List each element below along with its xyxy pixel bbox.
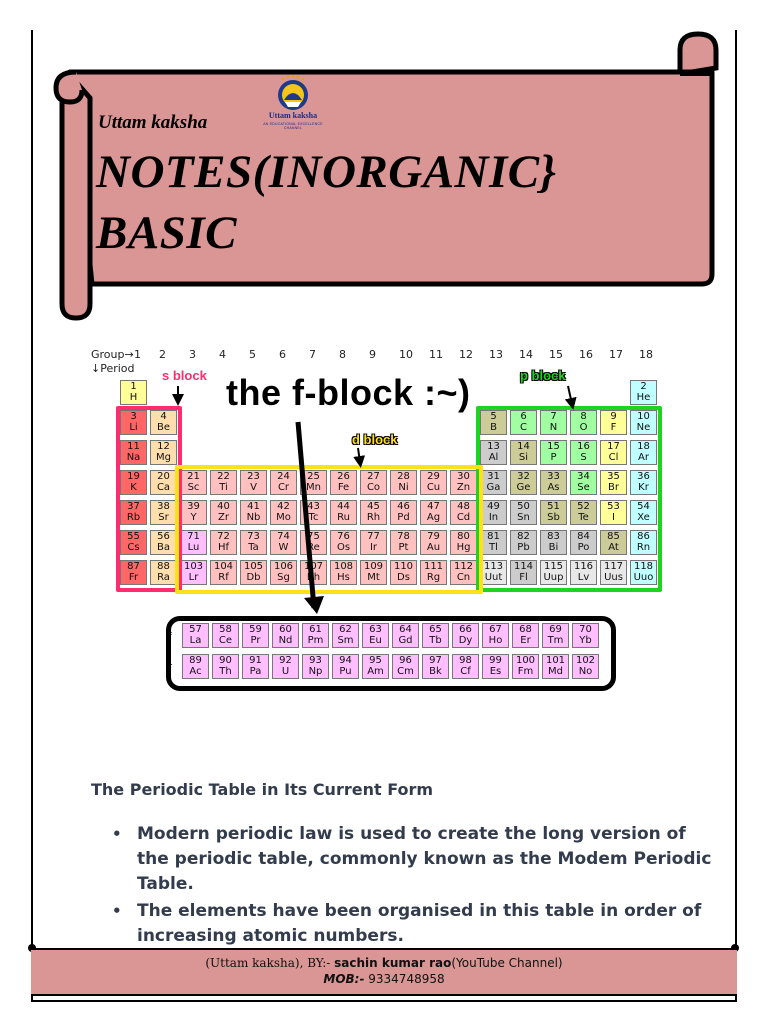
atomic-number: 110 bbox=[393, 561, 414, 572]
atomic-number: 24 bbox=[277, 471, 290, 482]
element-symbol: Md bbox=[548, 666, 563, 677]
element-symbol: Uut bbox=[484, 572, 503, 583]
element-symbol: Uuo bbox=[633, 572, 654, 583]
atomic-number: 111 bbox=[423, 561, 444, 572]
element-symbol: Ag bbox=[426, 512, 441, 523]
atomic-number: 64 bbox=[399, 624, 412, 635]
footer-mobile-label: MOB:- bbox=[323, 972, 365, 986]
element-symbol: Uup bbox=[543, 572, 564, 583]
atomic-number: 8 bbox=[580, 411, 587, 422]
element-symbol: Nb bbox=[246, 512, 261, 523]
group-number: 14 bbox=[519, 348, 533, 361]
atomic-number: 20 bbox=[157, 471, 170, 482]
bullet-dot-icon: • bbox=[112, 825, 122, 843]
atomic-number: 29 bbox=[427, 471, 440, 482]
element-symbol: I bbox=[612, 512, 615, 523]
atomic-number: 54 bbox=[637, 501, 650, 512]
element-symbol: Rn bbox=[636, 542, 651, 553]
element-symbol: Xe bbox=[637, 512, 650, 523]
element-symbol: P bbox=[550, 452, 557, 463]
f-block-arrow-icon bbox=[298, 422, 314, 608]
group-number: 7 bbox=[309, 348, 316, 361]
atomic-number: 25 bbox=[307, 471, 320, 482]
footer-suffix: (YouTube Channel) bbox=[451, 956, 563, 970]
atomic-number: 86 bbox=[637, 531, 650, 542]
atomic-number: 17 bbox=[607, 441, 620, 452]
element-symbol: Sn bbox=[517, 512, 530, 523]
group-number: 6 bbox=[279, 348, 286, 361]
element-symbol: Y bbox=[190, 512, 197, 523]
atomic-number: 114 bbox=[513, 561, 534, 572]
element-symbol: Hs bbox=[337, 572, 350, 583]
element-symbol: Cu bbox=[426, 482, 441, 493]
element-symbol: Fe bbox=[337, 482, 350, 493]
element-symbol: Tm bbox=[547, 635, 564, 646]
element-symbol: Zr bbox=[218, 512, 229, 523]
element-symbol: Ru bbox=[337, 512, 350, 523]
bullet-item bbox=[112, 822, 712, 897]
element-symbol: Am bbox=[367, 666, 384, 677]
element-symbol: Ac bbox=[189, 666, 202, 677]
element-symbol: U bbox=[281, 666, 290, 677]
element-symbol: Cd bbox=[456, 512, 471, 523]
element-symbol: Mn bbox=[306, 482, 321, 493]
group-number: 1 bbox=[134, 348, 141, 361]
atomic-number: 52 bbox=[577, 501, 590, 512]
atomic-number: 53 bbox=[607, 501, 620, 512]
atomic-number: 113 bbox=[483, 561, 504, 572]
element-symbol: Br bbox=[608, 482, 619, 493]
element-symbol: Rf bbox=[218, 572, 229, 583]
atomic-number: 88 bbox=[157, 561, 170, 572]
element-symbol: Co bbox=[366, 482, 381, 493]
atomic-number: 72 bbox=[217, 531, 230, 542]
element-symbol: Po bbox=[577, 542, 590, 553]
atomic-number: 42 bbox=[277, 501, 290, 512]
atomic-number: 7 bbox=[550, 411, 557, 422]
atomic-number: 77 bbox=[367, 531, 380, 542]
atomic-number: 71 bbox=[187, 531, 200, 542]
s-block-label: s block bbox=[162, 368, 207, 383]
title-line-1: NOTES(INORGANIC} bbox=[96, 146, 557, 198]
atomic-number: 31 bbox=[487, 471, 500, 482]
element-symbol: Ga bbox=[486, 482, 501, 493]
atomic-number: 101 bbox=[545, 655, 566, 666]
atomic-number: 38 bbox=[157, 501, 170, 512]
element-symbol: La bbox=[189, 635, 202, 646]
element-symbol: Np bbox=[308, 666, 323, 677]
atomic-number: 96 bbox=[399, 655, 412, 666]
element-symbol: Pb bbox=[517, 542, 530, 553]
group-number: 5 bbox=[249, 348, 256, 361]
period-axis-label: ↓Period bbox=[91, 362, 135, 375]
atomic-number: 23 bbox=[247, 471, 260, 482]
element-symbol: Fr bbox=[128, 572, 139, 583]
element-symbol: Li bbox=[129, 422, 138, 433]
atomic-number: 18 bbox=[637, 441, 650, 452]
atomic-number: 69 bbox=[549, 624, 562, 635]
atomic-number: 39 bbox=[187, 501, 200, 512]
element-symbol: Re bbox=[307, 542, 320, 553]
atomic-number: 107 bbox=[303, 561, 324, 572]
element-symbol: Al bbox=[488, 452, 499, 463]
atomic-number: 40 bbox=[217, 501, 230, 512]
atomic-number: 50 bbox=[517, 501, 530, 512]
element-symbol: Ta bbox=[248, 542, 259, 553]
element-symbol: Nd bbox=[278, 635, 293, 646]
element-symbol: Mo bbox=[276, 512, 291, 523]
element-symbol: Sr bbox=[158, 512, 169, 523]
atomic-number: 104 bbox=[213, 561, 234, 572]
element-symbol: Ds bbox=[397, 572, 410, 583]
element-symbol: Ce bbox=[218, 635, 233, 646]
atomic-number: 66 bbox=[459, 624, 472, 635]
element-symbol: W bbox=[278, 542, 289, 553]
atomic-number: 76 bbox=[337, 531, 350, 542]
atomic-number: 6 bbox=[520, 411, 527, 422]
atomic-number: 27 bbox=[367, 471, 380, 482]
atomic-number: 16 bbox=[577, 441, 590, 452]
element-symbol: Ho bbox=[488, 635, 503, 646]
element-symbol: Rh bbox=[366, 512, 381, 523]
atomic-number: 100 bbox=[515, 655, 536, 666]
logo-emblem-icon bbox=[254, 74, 332, 114]
atomic-number: 59 bbox=[249, 624, 262, 635]
f-block-heading: the f-block :~) bbox=[226, 372, 471, 413]
actinide-marker: † bbox=[167, 660, 173, 673]
element-symbol: Fl bbox=[519, 572, 528, 583]
atomic-number: 61 bbox=[309, 624, 322, 635]
atomic-number: 115 bbox=[543, 561, 564, 572]
page-left-rule bbox=[31, 30, 33, 1002]
element-symbol: Ra bbox=[157, 572, 170, 583]
footer-bar bbox=[31, 948, 737, 996]
element-symbol: Te bbox=[578, 512, 589, 523]
footer-bottom-rule bbox=[31, 1000, 737, 1002]
atomic-number: 49 bbox=[487, 501, 500, 512]
element-symbol: Sb bbox=[547, 512, 560, 523]
atomic-number: 112 bbox=[453, 561, 474, 572]
d-block-arrow-icon bbox=[358, 448, 360, 462]
element-symbol: As bbox=[547, 482, 560, 493]
group-number: 13 bbox=[489, 348, 503, 361]
lanthanide-marker: * bbox=[167, 629, 173, 642]
atomic-number: 4 bbox=[160, 411, 167, 422]
atomic-number: 43 bbox=[307, 501, 320, 512]
atomic-number: 70 bbox=[579, 624, 592, 635]
p-block-arrow-icon bbox=[568, 386, 572, 404]
element-symbol: Pt bbox=[398, 542, 409, 553]
footer-mobile-number: 9334748958 bbox=[364, 972, 445, 986]
group-number: 2 bbox=[159, 348, 166, 361]
atomic-number: 36 bbox=[637, 471, 650, 482]
element-symbol: Bi bbox=[548, 542, 559, 553]
element-symbol: Bh bbox=[306, 572, 321, 583]
atomic-number: 57 bbox=[189, 624, 202, 635]
element-symbol: Uus bbox=[604, 572, 623, 583]
footer-credit-line bbox=[31, 956, 737, 970]
element-symbol: Ti bbox=[219, 482, 228, 493]
element-symbol: Fm bbox=[517, 666, 534, 677]
element-symbol: Zn bbox=[456, 482, 471, 493]
atomic-number: 35 bbox=[607, 471, 620, 482]
atomic-number: 3 bbox=[130, 411, 137, 422]
atomic-number: 98 bbox=[459, 655, 472, 666]
element-symbol: Os bbox=[336, 542, 351, 553]
d-block-label: d block bbox=[352, 432, 398, 447]
element-symbol: Cr bbox=[277, 482, 290, 493]
element-symbol: Tl bbox=[489, 542, 498, 553]
element-symbol: Tb bbox=[429, 635, 442, 646]
element-symbol: K bbox=[130, 482, 137, 493]
atomic-number: 32 bbox=[517, 471, 530, 482]
group-number: 18 bbox=[639, 348, 653, 361]
atomic-number: 13 bbox=[487, 441, 500, 452]
element-symbol: Pd bbox=[397, 512, 410, 523]
logo-caption: Uttam kaksha bbox=[268, 111, 318, 120]
atomic-number: 81 bbox=[487, 531, 500, 542]
bullet-item bbox=[112, 899, 712, 949]
group-number: 4 bbox=[219, 348, 226, 361]
element-symbol: Na bbox=[126, 452, 141, 463]
atomic-number: 92 bbox=[279, 655, 292, 666]
atomic-number: 41 bbox=[247, 501, 260, 512]
element-symbol: Cf bbox=[460, 666, 471, 677]
element-symbol: Lv bbox=[577, 572, 590, 583]
element-symbol: Db bbox=[246, 572, 261, 583]
atomic-number: 102 bbox=[575, 655, 596, 666]
footer-author: sachin kumar rao bbox=[334, 956, 452, 970]
element-symbol: V bbox=[250, 482, 257, 493]
atomic-number: 106 bbox=[273, 561, 294, 572]
atomic-number: 60 bbox=[279, 624, 292, 635]
element-symbol: Pm bbox=[307, 635, 324, 646]
atomic-number: 48 bbox=[457, 501, 470, 512]
element-symbol: B bbox=[490, 422, 497, 433]
element-symbol: O bbox=[579, 422, 588, 433]
atomic-number: 34 bbox=[577, 471, 590, 482]
element-symbol: Rb bbox=[126, 512, 141, 523]
atomic-number: 99 bbox=[489, 655, 502, 666]
atomic-number: 84 bbox=[577, 531, 590, 542]
element-symbol: Dy bbox=[458, 635, 473, 646]
element-symbol: Ni bbox=[398, 482, 409, 493]
atomic-number: 12 bbox=[157, 441, 170, 452]
atomic-number: 44 bbox=[337, 501, 350, 512]
atomic-number: 108 bbox=[333, 561, 354, 572]
atomic-number: 82 bbox=[517, 531, 530, 542]
element-symbol: C bbox=[520, 422, 527, 433]
atomic-number: 21 bbox=[187, 471, 200, 482]
group-number: 10 bbox=[399, 348, 413, 361]
atomic-number: 37 bbox=[127, 501, 140, 512]
element-symbol: Ne bbox=[636, 422, 651, 433]
atomic-number: 79 bbox=[427, 531, 440, 542]
atomic-number: 83 bbox=[547, 531, 560, 542]
element-symbol: At bbox=[608, 542, 619, 553]
atomic-number: 63 bbox=[369, 624, 382, 635]
element-symbol: Es bbox=[489, 666, 502, 677]
element-symbol: Cs bbox=[127, 542, 140, 553]
element-symbol: Cm bbox=[397, 666, 414, 677]
atomic-number: 28 bbox=[397, 471, 410, 482]
page-right-rule bbox=[735, 30, 737, 1002]
atomic-number: 30 bbox=[457, 471, 470, 482]
group-number: 8 bbox=[339, 348, 346, 361]
atomic-number: 109 bbox=[363, 561, 384, 572]
element-symbol: Se bbox=[577, 482, 590, 493]
element-symbol: Bk bbox=[429, 666, 442, 677]
element-symbol: Si bbox=[518, 452, 529, 463]
element-symbol: Pa bbox=[249, 666, 262, 677]
group-number: 16 bbox=[579, 348, 593, 361]
atomic-number: 97 bbox=[429, 655, 442, 666]
brand-name: Uttam kaksha bbox=[98, 112, 208, 133]
element-symbol: Pu bbox=[339, 666, 352, 677]
element-symbol: Mt bbox=[367, 572, 380, 583]
element-symbol: S bbox=[580, 452, 587, 463]
atomic-number: 91 bbox=[249, 655, 262, 666]
atomic-number: 9 bbox=[610, 411, 617, 422]
atomic-number: 2 bbox=[640, 381, 647, 392]
element-symbol: Cn bbox=[456, 572, 471, 583]
atomic-number: 117 bbox=[603, 561, 624, 572]
element-symbol: Hf bbox=[217, 542, 230, 553]
bullet-text: Modern periodic law is used to create the long version of the periodic table, commonly known as the Modem Periodic Table. bbox=[137, 824, 712, 894]
atomic-number: 33 bbox=[547, 471, 560, 482]
atomic-number: 51 bbox=[547, 501, 560, 512]
element-symbol: Au bbox=[426, 542, 441, 553]
atomic-number: 87 bbox=[127, 561, 140, 572]
element-symbol: Hg bbox=[456, 542, 471, 553]
element-symbol: Kr bbox=[638, 482, 649, 493]
element-symbol: Lu bbox=[187, 542, 200, 553]
group-number: 17 bbox=[609, 348, 623, 361]
group-axis-label: Group→ bbox=[91, 348, 134, 361]
atomic-number: 85 bbox=[607, 531, 620, 542]
footer-prefix: (Uttam kaksha), BY:- bbox=[205, 956, 335, 970]
element-symbol: Yb bbox=[579, 635, 592, 646]
element-symbol: Ca bbox=[156, 482, 171, 493]
atomic-number: 22 bbox=[217, 471, 230, 482]
atomic-number: 95 bbox=[369, 655, 382, 666]
element-symbol: F bbox=[610, 422, 617, 433]
atomic-number: 62 bbox=[339, 624, 352, 635]
element-symbol: Ar bbox=[638, 452, 649, 463]
element-symbol: Sc bbox=[187, 482, 200, 493]
atomic-number: 15 bbox=[547, 441, 560, 452]
atomic-number: 47 bbox=[427, 501, 440, 512]
group-number: 3 bbox=[189, 348, 196, 361]
atomic-number: 74 bbox=[277, 531, 290, 542]
atomic-number: 19 bbox=[127, 471, 140, 482]
atomic-number: 75 bbox=[307, 531, 320, 542]
atomic-number: 26 bbox=[337, 471, 350, 482]
atomic-number: 10 bbox=[637, 411, 650, 422]
atomic-number: 67 bbox=[489, 624, 502, 635]
atomic-number: 80 bbox=[457, 531, 470, 542]
element-symbol: Sg bbox=[277, 572, 290, 583]
footer-mobile-line bbox=[31, 972, 737, 986]
atomic-number: 103 bbox=[183, 561, 204, 572]
bullet-list bbox=[112, 822, 712, 951]
atomic-number: 56 bbox=[157, 531, 170, 542]
atomic-number: 105 bbox=[243, 561, 264, 572]
atomic-number: 73 bbox=[247, 531, 260, 542]
atomic-number: 68 bbox=[519, 624, 532, 635]
atomic-number: 89 bbox=[189, 655, 202, 666]
atomic-number: 1 bbox=[130, 381, 137, 392]
element-symbol: Pr bbox=[250, 635, 261, 646]
element-symbol: No bbox=[578, 666, 593, 677]
logo-subcaption: AN EDUCATIONAL EXCELLENCE CHANNEL bbox=[263, 122, 323, 130]
atomic-number: 94 bbox=[339, 655, 352, 666]
element-symbol: Cl bbox=[608, 452, 619, 463]
atomic-number: 11 bbox=[127, 441, 140, 452]
atomic-number: 58 bbox=[219, 624, 232, 635]
element-symbol: Ge bbox=[516, 482, 531, 493]
element-symbol: Eu bbox=[369, 635, 382, 646]
atomic-number: 14 bbox=[517, 441, 530, 452]
element-symbol: Ba bbox=[157, 542, 170, 553]
atomic-number: 55 bbox=[127, 531, 140, 542]
atomic-number: 118 bbox=[633, 561, 654, 572]
atomic-number: 46 bbox=[397, 501, 410, 512]
element-symbol: H bbox=[129, 392, 138, 403]
element-symbol: Ir bbox=[369, 542, 378, 553]
element-symbol: Th bbox=[219, 666, 232, 677]
atomic-number: 45 bbox=[367, 501, 380, 512]
element-symbol: Tc bbox=[308, 512, 319, 523]
element-symbol: Er bbox=[520, 635, 531, 646]
atomic-number: 78 bbox=[397, 531, 410, 542]
atomic-number: 116 bbox=[573, 561, 594, 572]
element-symbol: Mg bbox=[156, 452, 171, 463]
group-number: 12 bbox=[459, 348, 473, 361]
p-block-label: p block bbox=[520, 368, 566, 383]
bullet-dot-icon: • bbox=[112, 902, 122, 920]
element-symbol: Be bbox=[156, 422, 170, 433]
bullet-text: The elements have been organised in this table in order of increasing atomic numbers. bbox=[137, 901, 702, 946]
element-symbol: In bbox=[488, 512, 499, 523]
group-number: 9 bbox=[369, 348, 376, 361]
section-heading: The Periodic Table in Its Current Form bbox=[91, 780, 434, 799]
group-number: 11 bbox=[429, 348, 443, 361]
title-line-2: BASIC bbox=[96, 207, 237, 259]
group-number: 15 bbox=[549, 348, 563, 361]
element-symbol: Lr bbox=[188, 572, 199, 583]
element-symbol: He bbox=[636, 392, 651, 403]
element-symbol: Sm bbox=[337, 635, 354, 646]
atomic-number: 65 bbox=[429, 624, 442, 635]
atomic-number: 90 bbox=[219, 655, 232, 666]
element-symbol: N bbox=[549, 422, 558, 433]
element-symbol: Gd bbox=[398, 635, 413, 646]
atomic-number: 93 bbox=[309, 655, 322, 666]
element-symbol: Rg bbox=[426, 572, 441, 583]
atomic-number: 5 bbox=[490, 411, 497, 422]
